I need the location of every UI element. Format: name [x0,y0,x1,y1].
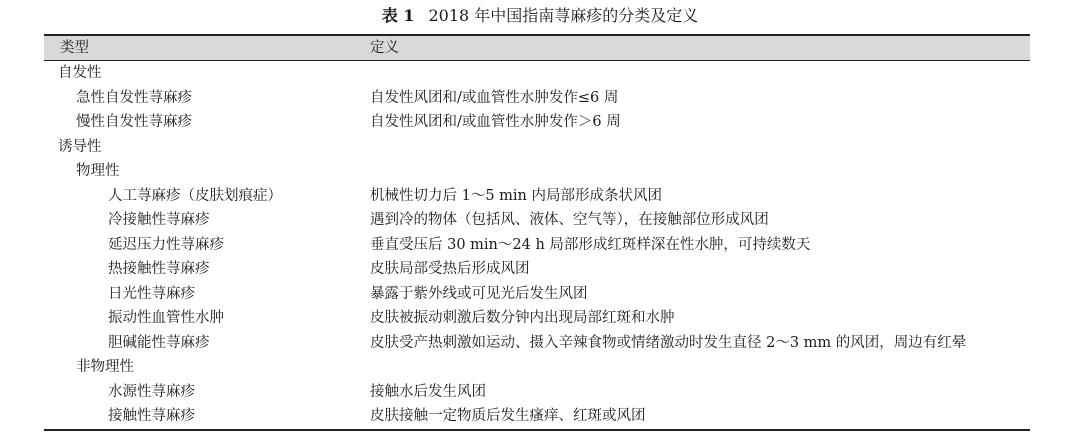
table-number: 表 1 [381,6,415,25]
definition-cell: 皮肤受产热刺激如运动、摄入辛辣食物或情绪激动时发生直径 2～3 mm 的风团，周边有红晕 [370,334,967,351]
type-cell: 慢性自发性荨麻疹 [76,114,192,130]
table-title: 2018 年中国指南荨麻疹的分类及定义 [428,6,699,25]
table-row [44,380,1030,405]
definition-cell: 皮肤被振动刺激后数分钟内出现局部红斑和水肿 [370,310,675,326]
type-cell: 诱导性 [58,138,102,155]
classification-table [44,34,1030,431]
header-type: 类型 [60,40,89,56]
definition-cell [370,159,1030,184]
table-row [44,61,1030,86]
table-row [44,159,1030,184]
definition-cell [370,61,1030,86]
table-row [44,208,1030,233]
type-cell: 冷接触性荨麻疹 [108,212,210,228]
definition-cell: 自发性风团和/或血管性水肿发作≤6 周 [370,89,619,106]
table-caption [0,6,1080,26]
type-cell: 延迟压力性荨麻疹 [108,236,224,253]
definition-cell: 垂直受压后 30 min～24 h 局部形成红斑样深在性水肿，可持续数天 [370,236,811,253]
table-body [44,61,1030,429]
type-cell: 胆碱能性荨麻疹 [108,334,210,351]
definition-cell: 遇到冷的物体（包括风、液体、空气等），在接触部位形成风团 [370,212,769,228]
table-row [44,404,1030,429]
type-cell: 自发性 [58,65,102,81]
table-row [44,306,1030,331]
type-cell: 急性自发性荨麻疹 [76,89,192,106]
header-definition: 定义 [370,40,399,56]
table-header-row [44,36,1030,61]
definition-cell: 接触水后发生风团 [370,383,486,400]
definition-cell: 自发性风团和/或血管性水肿发作＞6 周 [370,114,621,130]
type-cell: 非物理性 [76,359,134,375]
type-cell: 振动性血管性水肿 [108,310,224,326]
table-row [44,184,1030,209]
type-cell: 水源性荨麻疹 [108,383,195,400]
definition-cell [370,355,1030,380]
table-row [44,331,1030,356]
table-row [44,110,1030,135]
type-cell: 接触性荨麻疹 [108,408,195,424]
table-row [44,257,1030,282]
definition-cell: 机械性切力后 1～5 min 内局部形成条状风团 [370,187,663,204]
type-cell: 热接触性荨麻疹 [108,261,210,277]
table-row [44,282,1030,307]
type-cell: 人工荨麻疹（皮肤划痕症） [108,187,282,204]
definition-cell: 皮肤局部受热后形成风团 [370,261,530,277]
definition-cell: 暴露于紫外线或可见光后发生风团 [370,285,588,302]
type-cell: 物理性 [76,163,120,179]
table-row [44,355,1030,380]
definition-cell [370,135,1030,160]
type-cell: 日光性荨麻疹 [108,285,195,302]
table-row [44,233,1030,258]
table-row [44,135,1030,160]
definition-cell: 皮肤接触一定物质后发生瘙痒、红斑或风团 [370,408,646,424]
table-row [44,86,1030,111]
